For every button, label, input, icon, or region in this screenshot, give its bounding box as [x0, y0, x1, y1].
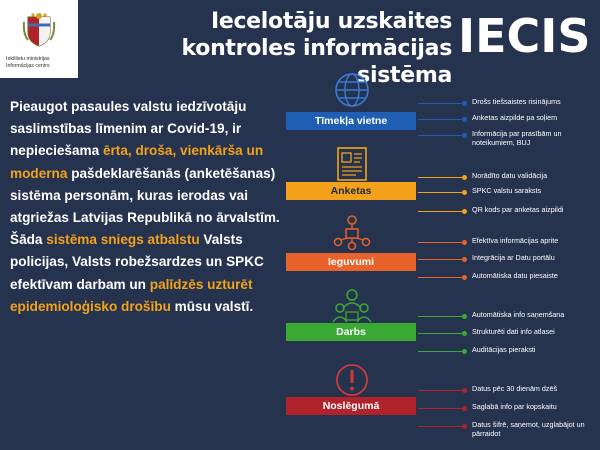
intro-p2-highlight-2: palīdzēs uzturēt epidemioloģisko drošību	[10, 276, 253, 314]
intro-p2-text-b: Valsts policijas, Valsts robežsardzes un SPKC efektīvam darbam un	[10, 232, 264, 292]
step-item-label: Anketas aizpilde pa soļiem	[472, 113, 558, 122]
step-item-label: Efektīva informācijas aprite	[472, 236, 559, 245]
step-item	[418, 420, 600, 438]
network-icon	[332, 212, 372, 252]
step-item-label: Automātiska datu piesaiste	[472, 271, 558, 280]
intro-paragraph-1	[10, 96, 292, 229]
step-item	[418, 254, 600, 266]
step-item	[418, 328, 600, 340]
intro-p1-text-b: pašdeklarēšanās (anketēšanas) sistēma personām, kuras ierodas vai atgriežas Latvijas Republikā no ārvalstīm.	[10, 165, 280, 226]
connector-dot	[462, 349, 467, 354]
step-item	[418, 403, 600, 415]
connector-line	[418, 177, 462, 178]
step-item	[418, 98, 600, 110]
intro-p2-text-c: mūsu valstī.	[170, 298, 254, 314]
step-item-label: Drošs tiešsaistes risinājums	[472, 97, 561, 106]
step-item	[418, 385, 600, 397]
globe-icon	[332, 70, 372, 110]
connector-dot	[462, 424, 467, 429]
connector-line	[418, 103, 462, 104]
logo	[0, 0, 78, 78]
team-icon	[332, 286, 372, 326]
step-bar-forms: Anketas	[286, 182, 416, 200]
logo-org-text: Iekšlietu ministrijas Informācijas centrs	[6, 56, 50, 69]
connector-dot	[462, 257, 467, 262]
step-item	[418, 346, 600, 358]
step-item-label: Auditācijas pieraksti	[472, 345, 536, 354]
connector-dot	[462, 101, 467, 106]
step-item	[418, 129, 600, 147]
intro-p1-text-a: Pieaugot pasaules valstu iedzīvotāju saslimstības līmenim ar Covid-19, ir nepieciešama	[10, 99, 247, 159]
step-item	[418, 187, 600, 199]
intro-text	[10, 96, 292, 318]
step-bar-benefits: Ieguvumi	[286, 253, 416, 271]
connector-dot	[462, 117, 467, 122]
intro-p1-highlight: ērta, droša, vienkārša un moderna	[10, 143, 264, 181]
step-item-label: Integrācija ar Datu portālu	[472, 253, 555, 262]
brand-name: IECIS	[458, 9, 591, 63]
step-item-label: Datus šifrē, saņemot, uzglabājot un pārraidot	[472, 420, 585, 438]
connector-dot	[462, 331, 467, 336]
connector-dot	[462, 275, 467, 280]
coat-of-arms-icon	[22, 12, 56, 48]
step-item	[418, 114, 600, 126]
step-item-label: Informācija par prasībām un noteikumiem, BUJ	[472, 129, 562, 147]
intro-p2-text-a: Šāda	[10, 232, 47, 248]
connector-dot	[462, 388, 467, 393]
connector-dot	[462, 406, 467, 411]
connector-line	[418, 119, 462, 120]
connector-line	[418, 426, 462, 427]
form-icon	[332, 144, 372, 184]
connector-line	[418, 390, 462, 391]
connector-line	[418, 351, 462, 352]
connector-dot	[462, 175, 467, 180]
step-bar-web: Tīmekļa vietne	[286, 112, 416, 130]
step-item-label: SPKC valstu saraksts	[472, 186, 542, 195]
connector-dot	[462, 209, 467, 214]
step-item-label: Datus pēc 30 dienām dzēš	[472, 384, 558, 393]
connector-line	[418, 242, 462, 243]
intro-p2-highlight-1: sistēma sniegs atbalstu	[46, 232, 200, 248]
step-item	[418, 272, 600, 284]
step-item	[418, 172, 600, 184]
connector-line	[418, 333, 462, 334]
connector-line	[418, 259, 462, 260]
connector-line	[418, 408, 462, 409]
step-item-label: Strukturēti dati info atlasei	[472, 327, 555, 336]
step-item	[418, 237, 600, 249]
title-line-1: Iecelotāju uzskaites	[210, 9, 452, 34]
intro-paragraph-2	[10, 229, 292, 318]
alert-icon	[332, 360, 372, 400]
connector-dot	[462, 133, 467, 138]
connector-line	[418, 211, 462, 212]
step-item-label: Saglabā info par kopskaitu	[472, 402, 557, 411]
step-item-label: QR kods par anketas aizpildi	[472, 205, 564, 214]
title-line-2: kontroles informācijas sistēma	[181, 36, 452, 88]
connector-line	[418, 277, 462, 278]
connector-line	[418, 192, 462, 193]
connector-dot	[462, 190, 467, 195]
step-item-label: Norādīto datu validācija	[472, 171, 548, 180]
step-item	[418, 206, 600, 218]
step-item	[418, 311, 600, 323]
step-item-label: Automātiska info saņemšana	[472, 310, 565, 319]
connector-line	[418, 135, 462, 136]
connector-dot	[462, 240, 467, 245]
connector-dot	[462, 314, 467, 319]
process-steps	[280, 70, 600, 450]
connector-line	[418, 316, 462, 317]
step-bar-work: Darbs	[286, 323, 416, 341]
step-bar-closing: Noslēgumā	[286, 397, 416, 415]
